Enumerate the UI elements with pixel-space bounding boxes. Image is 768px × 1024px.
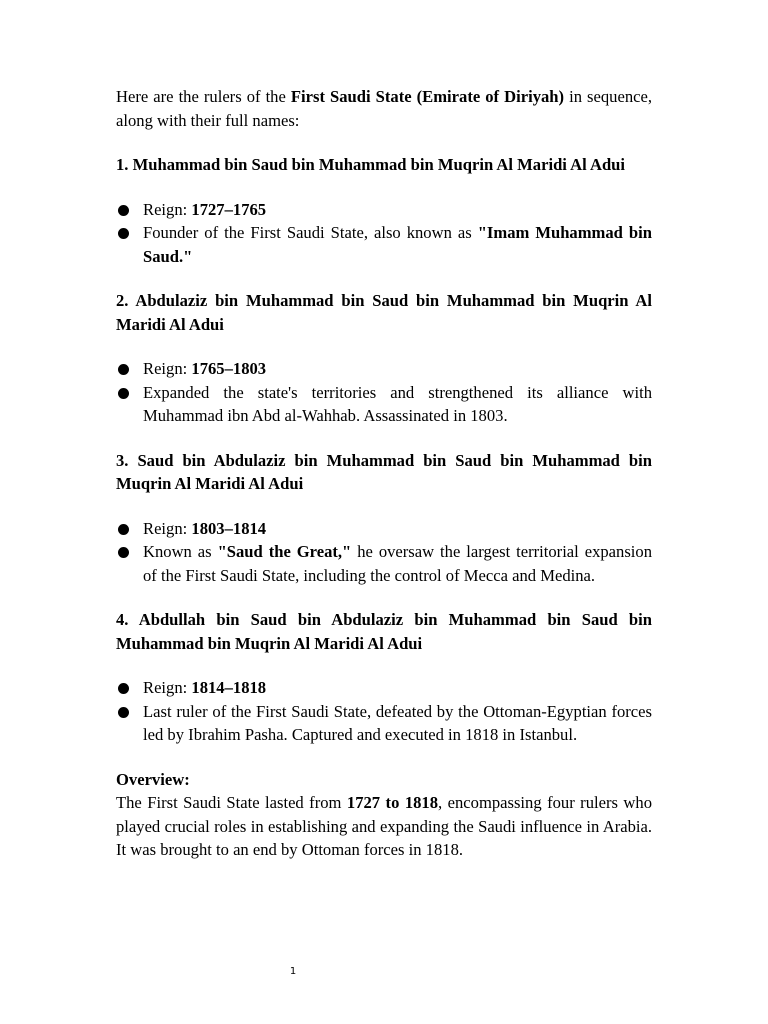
ruler-1-note-item	[116, 221, 652, 268]
ruler-3-reign-item	[116, 517, 652, 541]
ruler-4-reign-years: 1814–1818	[191, 678, 267, 697]
ruler-4-note-item	[116, 700, 652, 747]
bullet-icon	[118, 228, 129, 239]
ruler-1-note-bold: "Imam Muhammad bin Saud."	[143, 223, 652, 266]
ruler-1-reign-item	[116, 198, 652, 222]
ruler-1-details	[116, 198, 652, 269]
ruler-3-reign-label: Reign:	[143, 518, 192, 538]
ruler-2-note-pre: Expanded the state's territories and strengthened its alliance with Muhammad ibn Abd al-Wahhab. Assassinated in 1803.	[143, 382, 652, 425]
overview-text-post: , encompassing four rulers who played crucial roles in establishing and expanding the Saudi influence in Arabia. It was brought to an end by Ottoman forces in 1818.	[116, 793, 652, 859]
bullet-icon	[118, 524, 129, 535]
ruler-2-note-item	[116, 381, 652, 428]
ruler-3-title: 3. Saud bin Abdulaziz bin Muhammad bin Saud bin Muhammad bin Muqrin Al Maridi Al Adui	[116, 450, 652, 493]
intro-text-post: in sequence, along with their full names:	[116, 87, 652, 130]
overview-heading: Overview:	[116, 769, 190, 789]
ruler-2-title: 2. Abdulaziz bin Muhammad bin Saud bin Muhammad bin Muqrin Al Maridi Al Adui	[116, 291, 652, 334]
ruler-3-reign-years: 1803–1814	[191, 518, 267, 538]
bullet-icon	[118, 364, 129, 375]
ruler-3-note-pre: Known as	[143, 542, 218, 561]
ruler-3-note-post: he oversaw the largest territorial expansion of the First Saudi State, including the control of Mecca and Medina.	[143, 542, 652, 585]
ruler-3-note-bold: "Saud the Great,"	[217, 542, 352, 561]
ruler-2-reign-years: 1765–1803	[191, 359, 267, 378]
ruler-2-reign-item	[116, 357, 652, 381]
bullet-icon	[118, 707, 129, 718]
ruler-3-note-item	[116, 540, 652, 587]
ruler-4-reign-item	[116, 676, 652, 700]
ruler-1-note-pre: Founder of the First Saudi State, also known as	[143, 223, 478, 242]
ruler-4-reign-label: Reign:	[143, 678, 192, 697]
bullet-icon	[118, 205, 129, 216]
bullet-icon	[118, 388, 129, 399]
ruler-1-reign-label: Reign:	[143, 199, 192, 219]
ruler-4-title: 4. Abdullah bin Saud bin Abdulaziz bin Muhammad bin Saud bin Muhammad bin Muqrin Al Maridi Al Adui	[116, 610, 652, 653]
intro-state-name: First Saudi State (Emirate of Diriyah)	[290, 87, 565, 106]
ruler-3-details	[116, 517, 652, 588]
ruler-1-title: 1. Muhammad bin Saud bin Muhammad bin Muqrin Al Maridi Al Adui	[116, 155, 626, 174]
ruler-1-reign-years: 1727–1765	[191, 199, 267, 219]
document-body	[116, 85, 652, 862]
overview-paragraph	[116, 791, 652, 862]
ruler-2-reign-label: Reign:	[143, 359, 192, 378]
ruler-2-details	[116, 357, 652, 428]
bullet-icon	[118, 683, 129, 694]
ruler-4-note-pre: Last ruler of the First Saudi State, defeated by the Ottoman-Egyptian forces led by Ibrahim Pasha. Captured and executed in 1818 in Istanbul.	[143, 701, 652, 744]
page-number: 1	[289, 966, 297, 977]
intro-text-pre: Here are the rulers of the	[116, 87, 291, 106]
overview-text-pre: The First Saudi State lasted from	[116, 793, 347, 812]
intro-paragraph	[116, 85, 652, 132]
ruler-4-details	[116, 676, 652, 747]
overview-years: 1727 to 1818	[346, 793, 439, 812]
bullet-icon	[118, 547, 129, 558]
